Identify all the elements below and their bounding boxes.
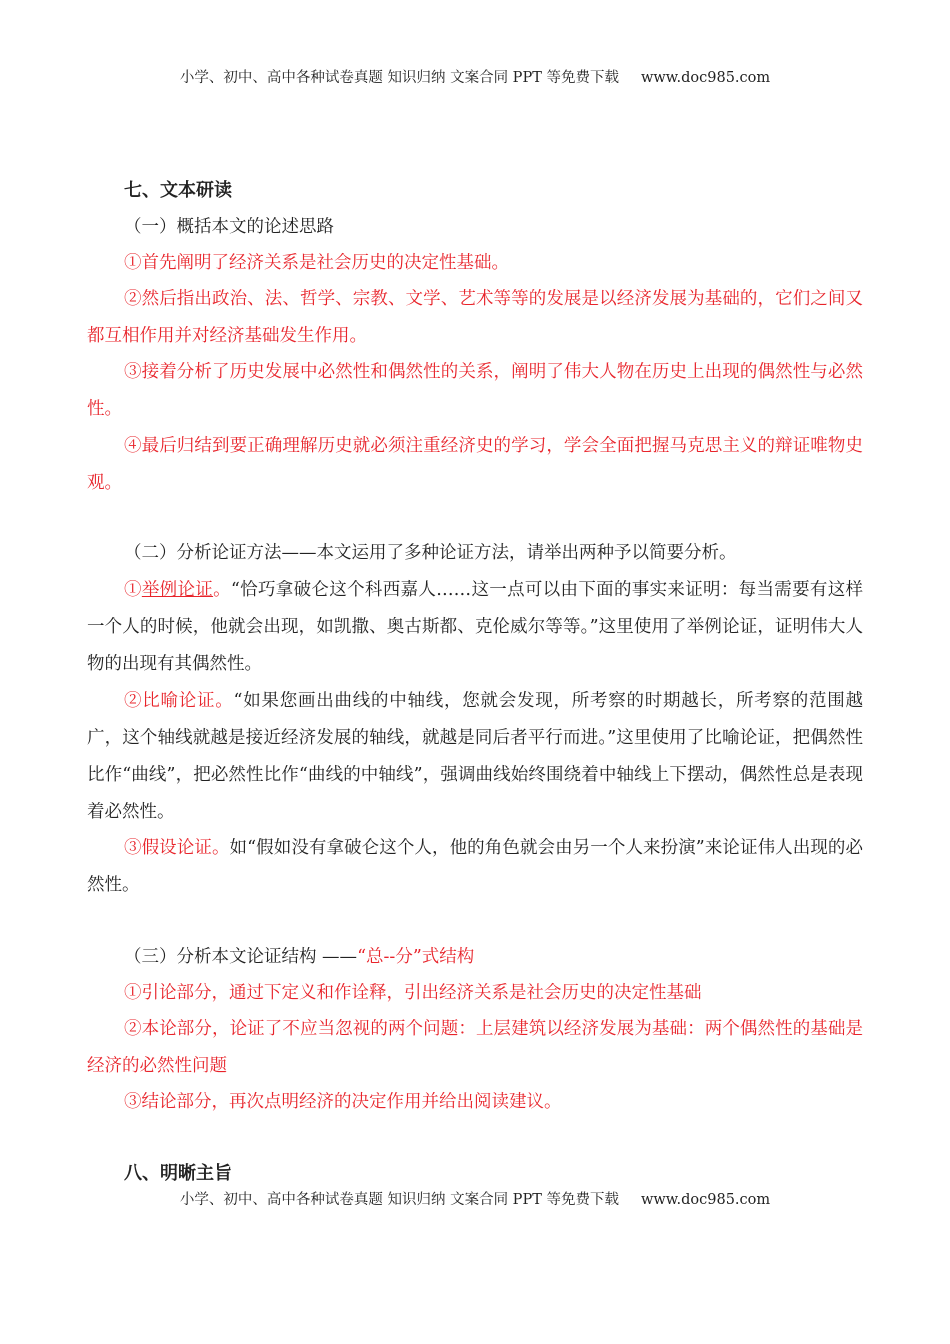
part3-item: ③结论部分，再次点明经济的决定作用并给出阅读建议。	[124, 1092, 562, 1112]
part1-item: ③接着分析了历史发展中必然性和偶然性的关系，阐明了伟大人物在历史上出现的偶然性与必然性。	[87, 362, 863, 419]
separator: 。	[215, 691, 234, 711]
part1-item: ①首先阐明了经济关系是社会历史的决定性基础。	[124, 253, 509, 273]
footer-text: 小学、初中、高中各种试卷真题 知识归纳 文案合同 PPT 等免费下载	[179, 1192, 619, 1208]
section7-title: 七、文本研读	[124, 180, 232, 201]
separator: 。	[211, 838, 230, 858]
part2-item	[87, 683, 863, 831]
part1-item: ④最后归结到要正确理解历史就必须注重经济史的学习，学会全面把握马克思主义的辩证唯物史观。	[87, 436, 863, 493]
part3-item: ②本论部分，论证了不应当忽视的两个问题：上层建筑以经济发展为基础：两个偶然性的基础是经济的必然性问题	[87, 1019, 863, 1076]
part2-item	[87, 830, 863, 904]
header-url[interactable]: www.doc985.com	[640, 70, 771, 86]
page-header	[0, 68, 950, 88]
item-number: ①	[124, 580, 142, 600]
part1-heading: （一）概括本文的论述思路	[124, 217, 334, 237]
item-text: 如“假如没有拿破仑这个人，他的角色就会由另一个人来扮演”来论证伟人出现的必然性。	[87, 838, 864, 895]
part2-heading: （二）分析论证方法——本文运用了多种论证方法，请举出两种予以简要分析。	[124, 543, 737, 563]
item-text: “恰巧拿破仑这个科西嘉人……这一点可以由下面的事实来证明：每当需要有这样一个人的时候，他就会出现，如凯撒、奥古斯都、克伦威尔等等。”这里使用了举例论证，证明伟大人物的出现有其偶然性。	[87, 580, 864, 674]
method-label: 假设论证	[141, 838, 212, 858]
page-footer	[0, 1190, 950, 1210]
item-text: “如果您画出曲线的中轴线，您就会发现，所考察的时期越长，所考察的范围越广，这个轴线就越是接近经济发展的轴线，就越是同后者平行而进。”这里使用了比喻论证，把偶然性比作“曲线”，把必然性比作“曲线的中轴线”，强调曲线始终围绕着中轴线上下摆动，偶然性总是表现着必然性。	[87, 691, 864, 822]
header-text: 小学、初中、高中各种试卷真题 知识归纳 文案合同 PPT 等免费下载	[179, 70, 619, 86]
part1-item: ②然后指出政治、法、哲学、宗教、文学、艺术等等的发展是以经济发展为基础的，它们之间又都互相作用并对经济基础发生作用。	[87, 289, 863, 346]
part2-item	[87, 572, 863, 683]
item-number: ②	[124, 691, 143, 711]
method-label: 比喻论证	[142, 691, 216, 711]
part3-heading-text: （三）分析本文论证结构 ——	[124, 947, 358, 967]
method-label[interactable]: 举例论证	[141, 580, 214, 600]
part3-heading	[87, 939, 863, 976]
section8-title: 八、明晰主旨	[124, 1163, 232, 1184]
separator: 。	[213, 580, 231, 600]
footer-url[interactable]: www.doc985.com	[640, 1192, 771, 1208]
part3-answer: “总--分”式结构	[357, 947, 475, 967]
item-number: ③	[124, 838, 142, 858]
part3-item: ①引论部分，通过下定义和作诠释，引出经济关系是社会历史的决定性基础	[124, 983, 702, 1003]
